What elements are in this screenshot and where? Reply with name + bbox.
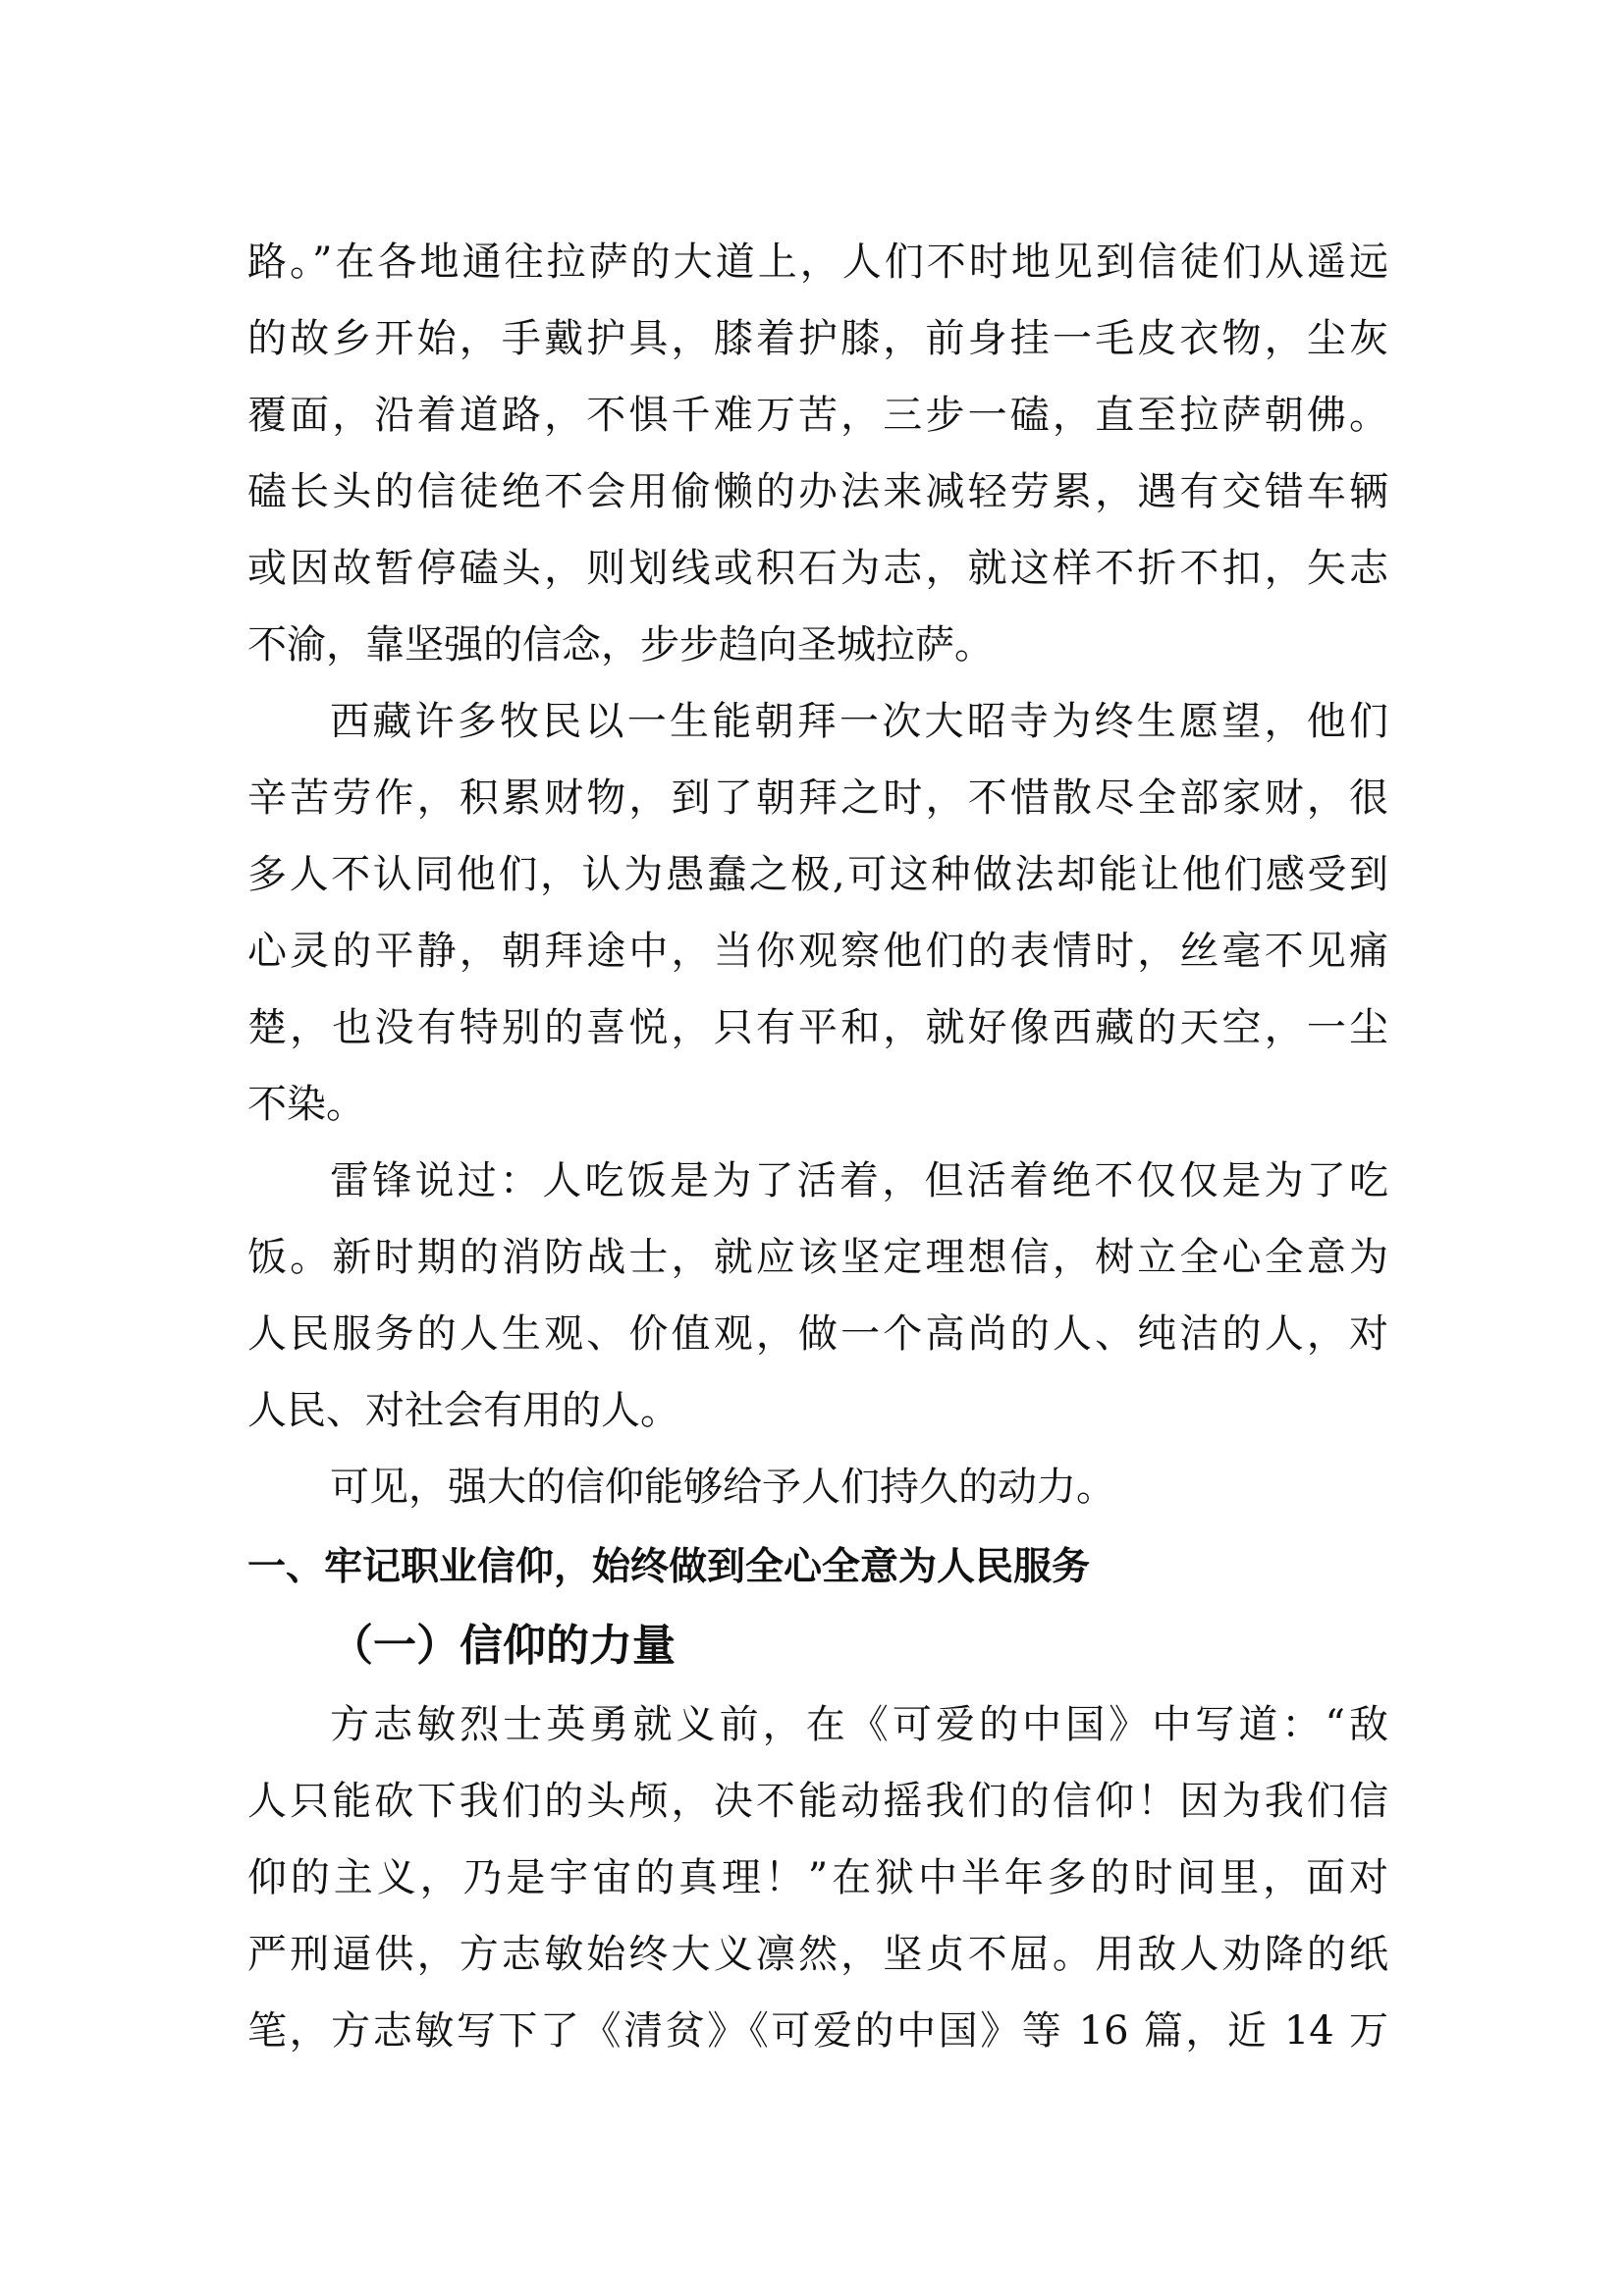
text-line: 笔，方志敏写下了《清贫》《可爱的中国》等 16 篇，近 14 万 [247, 2008, 1388, 2054]
text-line: 人民服务的人生观、价值观，做一个高尚的人、纯洁的人，对 [247, 1311, 1388, 1357]
text-line: 的故乡开始，手戴护具，膝着护膝，前身挂一毛皮衣物，尘灰 [247, 316, 1388, 361]
text-line: 仰的主义，乃是宇宙的真理！”在狱中半年多的时间里，面对 [247, 1855, 1388, 1900]
text-line: 不染。 [247, 1082, 365, 1127]
text-line: 西藏许多牧民以一生能朝拜一次大昭寺为终生愿望，他们 [330, 699, 1388, 744]
text-line: 路。”在各地通往拉萨的大道上，人们不时地见到信徒们从遥远 [247, 240, 1388, 285]
document-page [247, 224, 1388, 2069]
text-line: 辛苦劳作，积累财物，到了朝拜之时，不惜散尽全部家财，很 [247, 775, 1388, 821]
text-line: 人只能砍下我们的头颅，决不能动摇我们的信仰！因为我们信 [247, 1779, 1388, 1824]
subsection-heading: （一）信仰的力量 [330, 1621, 676, 1671]
text-line: 方志敏烈士英勇就义前，在《可爱的中国》中写道：“敌 [330, 1702, 1388, 1747]
text-line: 楚，也没有特别的喜悦，只有平和，就好像西藏的天空，一尘 [247, 1005, 1388, 1050]
text-line: 心灵的平静，朝拜途中，当你观察他们的表情时，丝毫不见痛 [247, 929, 1388, 974]
text-line: 磕长头的信徒绝不会用偷懒的办法来减轻劳累，遇有交错车辆 [247, 469, 1388, 514]
text-line: 饭。新时期的消防战士，就应该坚定理想信，树立全心全意为 [247, 1235, 1388, 1280]
paragraph-pilgrims [247, 224, 1388, 683]
section-heading: 一、牢记职业信仰，始终做到全心全意为人民服务 [247, 1545, 1091, 1589]
text-line: 多人不认同他们，认为愚蠢之极,可这种做法却能让他们感受到 [247, 852, 1388, 897]
text-line: 不渝，靠坚强的信念，步步趋向圣城拉萨。 [247, 622, 994, 667]
text-line: 严刑逼供，方志敏始终大义凛然，坚贞不屈。用敌人劝降的纸 [247, 1932, 1388, 1977]
paragraph-conclusion [247, 1449, 1388, 1525]
text-line: 覆面，沿着道路，不惧千难万苦，三步一磕，直至拉萨朝佛。 [247, 393, 1388, 438]
paragraph-fangzhimin [247, 1686, 1388, 2069]
text-line: 人民、对社会有用的人。 [247, 1388, 679, 1433]
text-line: 或因故暂停磕头，则划线或积石为志，就这样不折不扣，矢志 [247, 546, 1388, 591]
paragraph-herders [247, 683, 1388, 1143]
paragraph-leifeng [247, 1143, 1388, 1449]
text-line: 雷锋说过：人吃饭是为了活着，但活着绝不仅仅是为了吃 [330, 1158, 1388, 1203]
text-line: 可见，强大的信仰能够给予人们持久的动力。 [330, 1465, 1115, 1510]
